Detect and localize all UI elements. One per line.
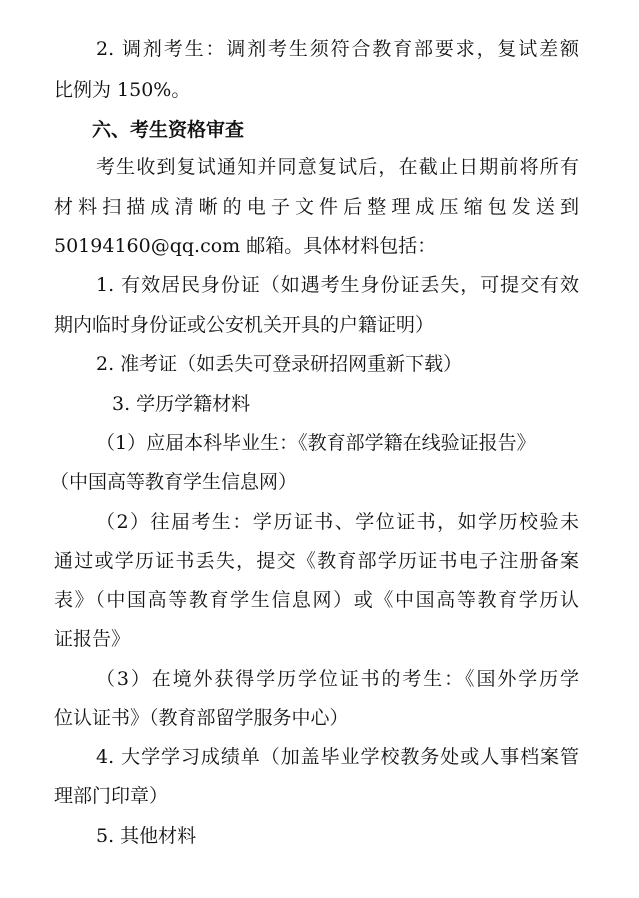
text-line: 4. 大学学习成绩单（加盖毕业学校教务处或人事档案管 (96, 746, 579, 768)
text-line: 2. 准考证（如丢失可登录研招网重新下载） (96, 353, 463, 375)
text-line: 证报告》 (54, 628, 131, 650)
text-line: 材料扫描成清晰的电子文件后整理成压缩包发送到 (54, 196, 579, 218)
text-line: 1. 有效居民身份证（如遇考生身份证丢失，可提交有效 (96, 274, 579, 296)
text-line: 位认证书》（教育部留学服务中心） (54, 707, 349, 729)
text-line: 理部门印章） (54, 785, 169, 807)
text-line: 期内临时身份证或公安机关开具的户籍证明） (54, 314, 435, 336)
text-line: （中国高等教育学生信息网） (50, 471, 298, 493)
text-line: 比例为 150%。 (54, 79, 191, 101)
text-line: 表》（中国高等教育学生信息网）或《中国高等教育学历认 (54, 589, 579, 611)
text-line: （3）在境外获得学历学位证书的考生：《国外学历学 (96, 668, 579, 690)
text-line: 考生收到复试通知并同意复试后，在截止日期前将所有 (96, 156, 579, 178)
text-line: 50194160@qq.com 邮箱。具体材料包括： (54, 235, 437, 257)
text-line: 3. 学历学籍材料 (112, 393, 251, 415)
text-line: 通过或学历证书丢失，提交《教育部学历证书电子注册备案 (54, 550, 579, 572)
text-line: 5. 其他材料 (96, 825, 197, 847)
section-heading: 六、考生资格审查 (92, 119, 245, 141)
text-line: 2. 调剂考生：调剂考生须符合教育部要求，复试差额 (96, 38, 579, 60)
text-line: （2）往届考生：学历证书、学位证书，如学历校验未 (96, 511, 579, 533)
text-line: （1）应届本科毕业生：《教育部学籍在线验证报告》 (96, 432, 536, 454)
